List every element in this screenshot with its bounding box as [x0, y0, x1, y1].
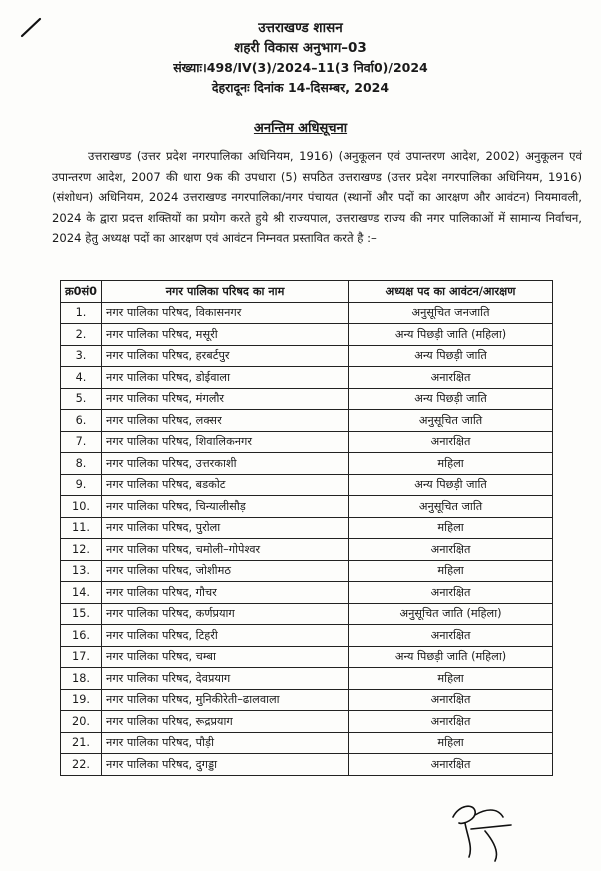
table-row	[61, 367, 553, 389]
table-body	[61, 302, 553, 775]
council-name: नगर पालिका परिषद, हरबर्टपुर	[102, 345, 349, 367]
table-row	[61, 582, 553, 604]
council-name: नगर पालिका परिषद, विकासनगर	[102, 302, 349, 324]
table-row	[61, 539, 553, 561]
allocation-category: महिला	[349, 517, 553, 539]
council-name: नगर पालिका परिषद, रूद्रप्रयाग	[102, 711, 349, 733]
table-row	[61, 625, 553, 647]
council-name: नगर पालिका परिषद, चिन्यालीसौड़	[102, 496, 349, 518]
table-row	[61, 496, 553, 518]
council-name: नगर पालिका परिषद, चम्बा	[102, 646, 349, 668]
serial-number: 22.	[61, 754, 102, 776]
council-name: नगर पालिका परिषद, पुरोला	[102, 517, 349, 539]
council-name: नगर पालिका परिषद, जोशीमठ	[102, 560, 349, 582]
council-name: नगर पालिका परिषद, देवप्रयाग	[102, 668, 349, 690]
council-name: नगर पालिका परिषद, पौड़ी	[102, 732, 349, 754]
allocation-category: अन्य पिछड़ी जाति	[349, 345, 553, 367]
header-council-name: नगर पालिका परिषद का नाम	[102, 281, 349, 303]
allocation-category: अनारक्षित	[349, 625, 553, 647]
council-name: नगर पालिका परिषद, दुगड्डा	[102, 754, 349, 776]
table-header-row	[61, 281, 553, 303]
table-row	[61, 453, 553, 475]
allocation-category: अनुसूचित जाति	[349, 496, 553, 518]
council-name: नगर पालिका परिषद, मसूरी	[102, 324, 349, 346]
serial-number: 6.	[61, 410, 102, 432]
serial-number: 8.	[61, 453, 102, 475]
allocation-category: अनारक्षित	[349, 754, 553, 776]
notification-body: उत्तराखण्ड (उत्तर प्रदेश नगरपालिका अधिनियम, 1916) (अनुकूलन एवं उपान्तरण आदेश, 2002) अनुकूलन एवं उपान्तरण आदेश, 2007 की धारा 9क की उपधारा (5) सपठित उत्तराखण्ड (उत्तर प्रदेश नगरपालिका अधिनियम, 1916) (संशोधन) अधिनियम, 2024 उत्तराखण्ड नगरपालिका/नगर पंचायत (स्थानों और पदों का आरक्षण और आवंटन) नियमावली, 2024 के द्वारा प्रदत्त शक्तियों का प्रयोग करते हुये श्री राज्यपाल, उत्तराखण्ड राज्य की नगर पालिकाओं में सामान्य निर्वाचन, 2024 हेतु अध्यक्ष पदों का आरक्षण एवं आवंटन निम्नवत प्रस्तावित करते है :–	[52, 149, 582, 245]
table-row	[61, 474, 553, 496]
council-name: नगर पालिका परिषद, कर्णप्रयाग	[102, 603, 349, 625]
serial-number: 17.	[61, 646, 102, 668]
allocation-category: महिला	[349, 453, 553, 475]
table-row	[61, 560, 553, 582]
header-serial: क्र0सं0	[61, 281, 102, 303]
signature-mark	[445, 795, 525, 865]
reference-number: संख्याः।498/IV(3)/2024–11(3 निर्वा0)/2024	[173, 60, 428, 75]
table-row	[61, 711, 553, 733]
serial-number: 10.	[61, 496, 102, 518]
serial-number: 4.	[61, 367, 102, 389]
table-row	[61, 732, 553, 754]
table-row	[61, 431, 553, 453]
serial-number: 14.	[61, 582, 102, 604]
serial-number: 2.	[61, 324, 102, 346]
table-row	[61, 388, 553, 410]
serial-number: 16.	[61, 625, 102, 647]
allocation-category: अनुसूचित जाति (महिला)	[349, 603, 553, 625]
allocation-category: अनारक्षित	[349, 689, 553, 711]
table-row	[61, 754, 553, 776]
allocation-category: अनारक्षित	[349, 539, 553, 561]
serial-number: 7.	[61, 431, 102, 453]
serial-number: 11.	[61, 517, 102, 539]
table-row	[61, 410, 553, 432]
council-name: नगर पालिका परिषद, शिवालिकनगर	[102, 431, 349, 453]
allocation-category: अनारक्षित	[349, 582, 553, 604]
allocation-category: अनुसूचित जाति	[349, 410, 553, 432]
document-header	[0, 18, 601, 98]
serial-number: 13.	[61, 560, 102, 582]
table-row	[61, 689, 553, 711]
allocation-category: अन्य पिछड़ी जाति (महिला)	[349, 324, 553, 346]
header-allocation: अध्यक्ष पद का आवंटन/आरक्षण	[349, 281, 553, 303]
notification-title: अनन्तिम अधिसूचना	[253, 121, 348, 136]
council-name: नगर पालिका परिषद, डोईवाला	[102, 367, 349, 389]
allocation-category: अन्य पिछड़ी जाति (महिला)	[349, 646, 553, 668]
table-row	[61, 668, 553, 690]
council-name: नगर पालिका परिषद, मंगलौर	[102, 388, 349, 410]
reservation-table	[60, 280, 553, 776]
serial-number: 20.	[61, 711, 102, 733]
table-row	[61, 302, 553, 324]
council-name: नगर पालिका परिषद, मुनिकीरेती–ढालवाला	[102, 689, 349, 711]
council-name: नगर पालिका परिषद, उत्तरकाशी	[102, 453, 349, 475]
allocation-category: महिला	[349, 560, 553, 582]
table-row	[61, 324, 553, 346]
council-name: नगर पालिका परिषद, गौचर	[102, 582, 349, 604]
allocation-category: अनारक्षित	[349, 711, 553, 733]
serial-number: 3.	[61, 345, 102, 367]
serial-number: 15.	[61, 603, 102, 625]
serial-number: 21.	[61, 732, 102, 754]
allocation-category: महिला	[349, 668, 553, 690]
table-row	[61, 603, 553, 625]
table-row	[61, 517, 553, 539]
council-name: नगर पालिका परिषद, बडकोट	[102, 474, 349, 496]
council-name: नगर पालिका परिषद, लक्सर	[102, 410, 349, 432]
table-row	[61, 345, 553, 367]
serial-number: 18.	[61, 668, 102, 690]
allocation-category: अन्य पिछड़ी जाति	[349, 388, 553, 410]
allocation-category: अनुसूचित जनजाति	[349, 302, 553, 324]
serial-number: 9.	[61, 474, 102, 496]
government-name: उत्तराखण्ड शासन	[258, 20, 343, 36]
place-date: देहरादूनः दिनांक 14-दिसम्बर, 2024	[211, 80, 390, 95]
table-row	[61, 646, 553, 668]
serial-number: 1.	[61, 302, 102, 324]
allocation-category: अनारक्षित	[349, 431, 553, 453]
allocation-category: अन्य पिछड़ी जाति	[349, 474, 553, 496]
serial-number: 19.	[61, 689, 102, 711]
serial-number: 5.	[61, 388, 102, 410]
department-section: शहरी विकास अनुभाग–03	[234, 40, 367, 56]
allocation-category: अनारक्षित	[349, 367, 553, 389]
council-name: नगर पालिका परिषद, टिहरी	[102, 625, 349, 647]
serial-number: 12.	[61, 539, 102, 561]
allocation-category: महिला	[349, 732, 553, 754]
council-name: नगर पालिका परिषद, चमोली–गोपेश्वर	[102, 539, 349, 561]
